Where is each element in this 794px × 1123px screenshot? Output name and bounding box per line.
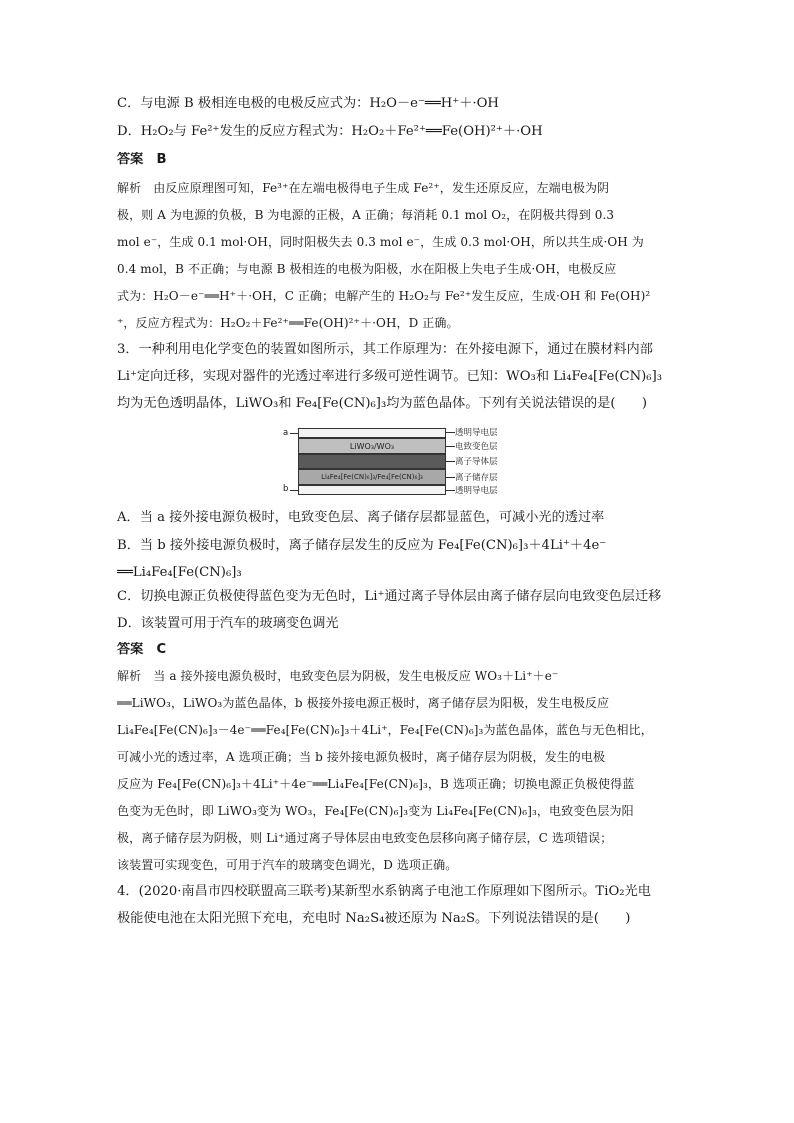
text-line-optC-prev: C．与电源 B 极相连电极的电极反应式为：H₂O－e⁻══H⁺＋·OH bbox=[117, 96, 499, 111]
label-transparent-conductive-top: 透明导电层 bbox=[455, 428, 498, 438]
terminal-a-label: a bbox=[283, 428, 289, 438]
text-line-q3-D: D．该装置可用于汽车的玻璃变色调光 bbox=[117, 616, 339, 631]
label-leader-2 bbox=[446, 446, 455, 447]
terminal-a-lead bbox=[290, 433, 298, 434]
text-line-q3-B2: ══Li₄Fe₄[Fe(CN)₆]₃ bbox=[117, 565, 242, 580]
text-line-q3-B1: B．当 b 接外接电源负极时，离子储存层发生的反应为 Fe₄[Fe(CN)₆]₃＋4Li⁺＋4e⁻ bbox=[117, 538, 607, 553]
text-line-e3-8: 该装置可实现变色，可用于汽车的玻璃变色调光，D 选项正确。 bbox=[117, 858, 458, 872]
text-line-exp5: 式为：H₂O－e⁻══H⁺＋·OH，C 正确；电解产生的 H₂O₂与 Fe²⁺发生反应，生成·OH 和 Fe(OH)² bbox=[117, 289, 651, 303]
text-line-ans3: 答案 C bbox=[117, 642, 167, 657]
text-line-e3-4: 可减小光的透过率，A 选项正确；当 b 接外接电源负极时，离子储存层为阴极，发生的电极 bbox=[117, 750, 606, 764]
text-line-exp1: 解析 由反应原理图可知，Fe³⁺在左端电极得电子生成 Fe²⁺，发生还原反应，左端电极为阴 bbox=[117, 181, 610, 195]
electrochromic-device-diagram bbox=[283, 426, 523, 498]
text-line-e3-2: ══LiWO₃，LiWO₃为蓝色晶体，b 极接外接电源正极时，离子储存层为阳极，发生电极反应 bbox=[117, 696, 610, 710]
text-line-exp2: 极，则 A 为电源的负极，B 为电源的正极，A 正确；每消耗 0.1 mol O₂，在阴极共得到 0.3 bbox=[117, 208, 615, 222]
text-line-ans-prev: 答案 B bbox=[117, 152, 167, 167]
label-transparent-conductive-bottom: 透明导电层 bbox=[455, 486, 498, 496]
label-ion-conductor: 离子导体层 bbox=[455, 457, 498, 467]
text-line-q3-1: 3．一种利用电化学变色的装置如图所示，其工作原理为：在外接电源下，通过在膜材料内部 bbox=[117, 342, 653, 357]
text-line-e3-5: 反应为 Fe₄[Fe(CN)₆]₃＋4Li⁺＋4e⁻══Li₄Fe₄[Fe(CN)₆]₃，B 选项正确；切换电源正负极使得蓝 bbox=[117, 777, 635, 791]
text-line-q3-2: Li⁺定向迁移，实现对器件的光透过率进行多级可逆性调节。已知：WO₃和 Li₄Fe₄[Fe(CN)₆]₃ bbox=[117, 369, 663, 384]
label-leader-5 bbox=[446, 490, 455, 491]
text-line-exp4: 0.4 mol，B 不正确；与电源 B 极相连的电极为阳极，水在阳极上失电子生成·OH，电极反应 bbox=[117, 262, 617, 276]
label-leader-1 bbox=[446, 432, 455, 433]
text-line-e3-1: 解析 当 a 接外接电源负极时，电致变色层为阴极，发生电极反应 WO₃＋Li⁺＋e⁻ bbox=[117, 669, 559, 683]
ion-conductor-layer bbox=[298, 454, 446, 469]
label-leader-3 bbox=[446, 461, 455, 462]
text-line-exp3: mol e⁻，生成 0.1 mol·OH，同时阳极失去 0.3 mol e⁻，生成 0.3 mol·OH，所以共生成·OH 为 bbox=[117, 235, 644, 249]
label-electrochromic: 电致变色层 bbox=[455, 442, 498, 452]
label-ion-storage: 离子储存层 bbox=[455, 473, 498, 483]
transparent-conductive-layer-top bbox=[298, 428, 446, 438]
text-line-q4-2: 极能使电池在太阳光照下充电，充电时 Na₂S₄被还原为 Na₂S。下列说法错误的是( ) bbox=[117, 911, 631, 926]
text-line-q3-3: 均为无色透明晶体，LiWO₃和 Fe₄[Fe(CN)₆]₃均为蓝色晶体。下列有关说法错误的是( ) bbox=[117, 396, 648, 411]
text-line-q3-C: C．切换电源正负极使得蓝色变为无色时，Li⁺通过离子导体层由离子储存层向电致变色层迁移 bbox=[117, 589, 662, 604]
electrochromic-layer-text: LiWO₃/WO₃ bbox=[349, 441, 395, 451]
ion-storage-layer-text: Li₄Fe₄[Fe(CN)₆]₃/Fe₄[Fe(CN)₆]₃ bbox=[321, 473, 423, 481]
text-line-e3-7: 极，离子储存层为阴极，则 Li⁺通过离子导体层由电致变色层移向离子储存层，C 选项错误； bbox=[117, 831, 613, 845]
text-line-e3-6: 色变为无色时，即 LiWO₃变为 WO₃，Fe₄[Fe(CN)₆]₃变为 Li₄Fe₄[Fe(CN)₆]₃，电致变色层为阳 bbox=[117, 804, 634, 818]
terminal-b-lead bbox=[290, 490, 298, 491]
text-line-optD-prev: D．H₂O₂与 Fe²⁺发生的反应方程式为：H₂O₂＋Fe²⁺══Fe(OH)²⁺＋·OH bbox=[117, 124, 543, 139]
text-line-q3-A: A．当 a 接外接电源负极时，电致变色层、离子储存层都显蓝色，可减小光的透过率 bbox=[117, 510, 605, 525]
transparent-conductive-layer-bottom bbox=[298, 485, 446, 495]
text-line-exp6: ⁺，反应方程式为：H₂O₂＋Fe²⁺══Fe(OH)²⁺＋·OH，D 正确。 bbox=[117, 316, 459, 330]
label-leader-4 bbox=[446, 477, 455, 478]
electrochromic-layer bbox=[298, 438, 446, 454]
ion-storage-layer bbox=[298, 469, 446, 485]
terminal-b-label: b bbox=[283, 484, 289, 494]
text-line-e3-3: Li₄Fe₄[Fe(CN)₆]₃－4e⁻══Fe₄[Fe(CN)₆]₃＋4Li⁺，Fe₄[Fe(CN)₆]₃为蓝色晶体，蓝色与无色相比， bbox=[117, 723, 653, 737]
text-line-q4-1: 4．(2020·南昌市四校联盟高三联考)某新型水系钠离子电池工作原理如下图所示。TiO₂光电 bbox=[117, 884, 651, 899]
